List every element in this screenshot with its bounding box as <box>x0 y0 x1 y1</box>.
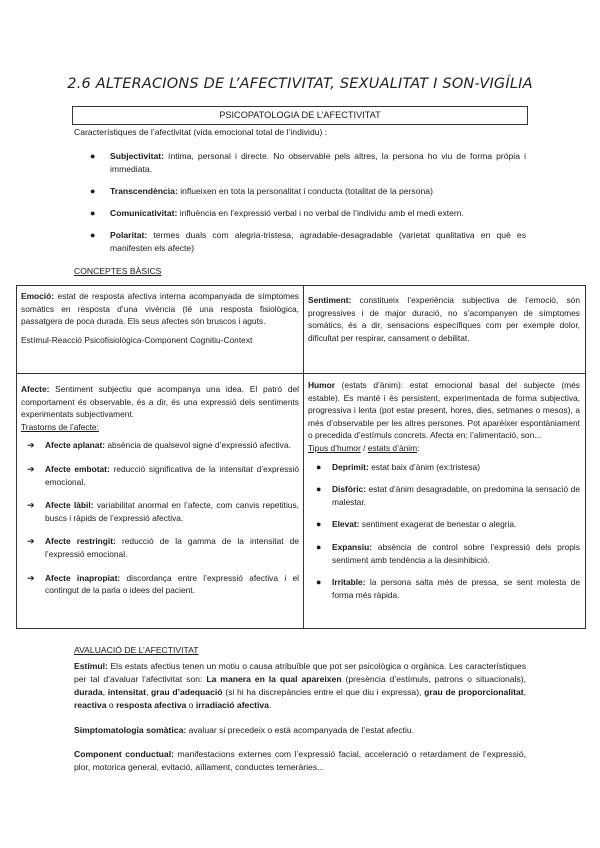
types-separator: / <box>360 442 368 453</box>
list-item <box>90 207 526 220</box>
characteristics-list <box>90 150 526 264</box>
bullet-icon: ● <box>90 208 96 218</box>
term: Afecte aplanat: <box>45 440 106 451</box>
text-run: (si hi ha discrepàncies entre el que diu i expressa), <box>222 687 425 697</box>
definition: íntima, personal i directe. No observable pels altres, la persona ho viu de forma pròpia i immediata. <box>110 151 526 174</box>
section-title: 2.6 ALTERACIONS DE L’AFECTIVITAT, SEXUALITAT I SON-VIGÍLIA <box>67 76 533 92</box>
types-heading <box>308 442 580 455</box>
definition: termes duals com alegria-tristesa, agradable-desagradable (varietat qualitativa en què es manifesten els afecte) <box>110 230 526 253</box>
definition: discordança entre l’expressió afectiva i el contingut de la parla o idees del pacient. <box>45 572 299 596</box>
arrow-icon: ➔ <box>27 500 35 511</box>
cell-sentiment <box>308 294 580 344</box>
bold-run: grau de proporcionalitat <box>424 687 524 697</box>
estimul-paragraph <box>74 660 526 712</box>
bullet-icon: ● <box>316 577 322 588</box>
bold-run: durada <box>74 687 103 697</box>
simptomatologia-paragraph <box>74 724 526 737</box>
bold-run: reactiva <box>74 700 107 710</box>
term: Afecte làbil: <box>45 500 94 511</box>
arrow-icon: ➔ <box>27 463 35 474</box>
bullet-icon: ● <box>316 519 322 530</box>
list-item <box>21 463 299 488</box>
intro-text: Característiques de l’afectivitat (vida emocional total de l’individu) : <box>74 127 328 137</box>
cell-humor <box>308 379 580 611</box>
definition: variabilitat anormal en l’afecte, com canvis repetitius, buscs i ràpids de l’expressió afectiva. <box>45 500 299 523</box>
text-run: (presència d’estímuls, patrons o situacionals), <box>341 674 526 684</box>
arrow-icon: ➔ <box>27 572 35 583</box>
definition: la persona salta més de pressa, se sent molesta de forma més ràpida. <box>332 577 580 600</box>
term: Deprimit: <box>332 461 369 472</box>
text-run: . <box>268 700 272 710</box>
definition: Sentiment subjectiu que acompanya una idea. El patró del comportament és observable, és a dir, és una expressió dels sentiments experimentats subjectivament. <box>21 384 299 420</box>
emotion-chain: Estímul-Reacció Psicofisiològica-Component Cognitiu-Context <box>21 334 253 345</box>
list-item <box>308 541 580 566</box>
definition: absència de control sobre l’expressió dels propis sentiment amb tendència a la desinhibició. <box>332 541 580 565</box>
text-run: , <box>102 687 108 697</box>
box-heading: PSICOPATOLOGIA DE L’AFECTIVITAT <box>72 106 528 125</box>
list-item <box>21 572 299 597</box>
term: Transcendència: <box>110 186 178 196</box>
bold-run: La manera en la qual apareixen <box>206 674 342 684</box>
term: Disfòric: <box>332 484 366 495</box>
term: Component conductual: <box>74 749 174 759</box>
definition: reducció de la gamma de la intensitat de l’expressió emocional. <box>45 536 300 559</box>
term: Afecte: <box>21 384 50 394</box>
bold-run: resposta afectiva <box>116 700 187 710</box>
definition: estat d’ànim desagradable, on predomina la sensació de malestar. <box>332 484 580 507</box>
text-run: , <box>523 687 527 697</box>
definition: estat baix d’ànim (ex:tristesa) <box>368 461 481 472</box>
definition: estat de resposta afectiva interna acompanyada de símptomes somàtics en resposta d’una vivència (té una resposta fisiològica, passatgera de poca durada. Els seus afectes són bruscos i aguts. <box>21 291 299 327</box>
cell-emocio <box>21 290 299 346</box>
definition: absència de qualsevol signe d’expressió afectiva. <box>105 440 291 451</box>
text-run: Els estats afectius tenen un motiu o causa atribuïble que pot ser psicològica o orgànica. Les característiques per tal d’avaluar l’afectivitat son: <box>74 661 526 684</box>
list-item <box>308 518 580 531</box>
text-run: , <box>145 687 152 697</box>
definition: sentiment exagerat de benestar o alegria. <box>359 519 517 530</box>
text-run: o <box>106 700 117 710</box>
definition: avaluar si precedeix o està acompanyada de l’estat afectiu. <box>186 725 415 735</box>
arrow-icon: ➔ <box>27 536 35 547</box>
disorders-list <box>21 439 299 596</box>
list-item <box>21 439 299 452</box>
bullet-icon: ● <box>90 230 96 240</box>
term: Expansiu: <box>332 541 373 552</box>
term: Afecte inapropiat: <box>45 572 121 583</box>
types-heading-b: estats d’ànim <box>367 442 418 453</box>
table-divider <box>303 286 304 628</box>
evaluation-heading: AVALUACIÓ DE L’AFECTIVITAT <box>74 645 199 655</box>
bullet-icon: ● <box>316 484 322 495</box>
list-item <box>90 229 526 255</box>
arrow-icon: ➔ <box>27 440 35 451</box>
types-heading-a: Tipus d’humor <box>308 442 361 453</box>
definition: influència en l’expressió verbal i no verbal de l’individu amb el medi extern. <box>177 208 464 218</box>
definition: (estats d’ànim): estat emocional basal del subjecte (més estable). Es manté i és persistent, experimentada de forma subjectiva, progressiva i lenta (pot estar present, hores, dies, setmanes o mesos), a més d’observable per les altres persones. Pot aparèixer espontàniament o precedida d’estímuls concrets. Afecta en: l’alimentació, son... <box>308 380 580 441</box>
concepts-heading: CONCEPTES BÀSICS <box>74 266 162 276</box>
bullet-icon: ● <box>316 541 322 552</box>
term: Humor <box>308 380 335 390</box>
list-item <box>308 576 580 601</box>
term: Afecte embotat: <box>45 463 110 474</box>
term: Afecte restringit: <box>45 536 116 547</box>
table-divider <box>17 373 585 374</box>
bold-run: grau d’adequació <box>151 687 223 697</box>
list-item <box>308 483 580 508</box>
definition: manifestacions externes com l’expressió facial, acceleració o retardament de l’expressió, plor, motorica general, evitació, aïllament, conductes temeràries... <box>74 749 526 772</box>
term: Subjectivitat: <box>110 151 164 161</box>
term: Sentiment: <box>308 295 352 305</box>
definition: reducció significativa de la intensitat d’expressió emocional. <box>45 463 299 487</box>
term: Simptomatologia somàtica: <box>74 725 187 735</box>
types-heading-end: : <box>417 442 420 453</box>
definition: constitueix l’experiència subjectiva de l’emoció, són progressives i de major duració, no s’acompanyen de símptomes somàtics, és a dir, sensacions específiques com per exemple dolor, dificultat per respirar, cansament o debilitat. <box>308 295 580 343</box>
term: Polaritat: <box>110 230 148 240</box>
term: Emoció: <box>21 291 55 301</box>
list-item <box>21 499 299 524</box>
definition: influeixen en tota la personalitat i conducta (totalitat de la persona) <box>177 186 433 196</box>
bullet-icon: ● <box>316 461 322 472</box>
bullet-icon: ● <box>90 186 96 196</box>
text-run: o <box>186 700 196 710</box>
bold-run: intensitat <box>107 687 146 697</box>
list-item <box>308 461 580 474</box>
bullet-icon: ● <box>90 151 96 161</box>
cell-afecte <box>21 383 299 608</box>
term: Estímul: <box>74 661 108 671</box>
list-item <box>21 535 299 560</box>
types-list <box>308 461 580 602</box>
disorders-heading: Trastorns de l’afecte: <box>21 421 99 432</box>
component-paragraph <box>74 748 526 774</box>
concepts-table <box>16 285 586 629</box>
bold-run: irradiació afectiva <box>195 700 269 710</box>
term: Elevat: <box>332 519 360 530</box>
term: Comunicativitat: <box>110 208 178 218</box>
term: Irritable: <box>332 577 366 588</box>
list-item <box>90 150 526 176</box>
list-item <box>90 185 526 198</box>
